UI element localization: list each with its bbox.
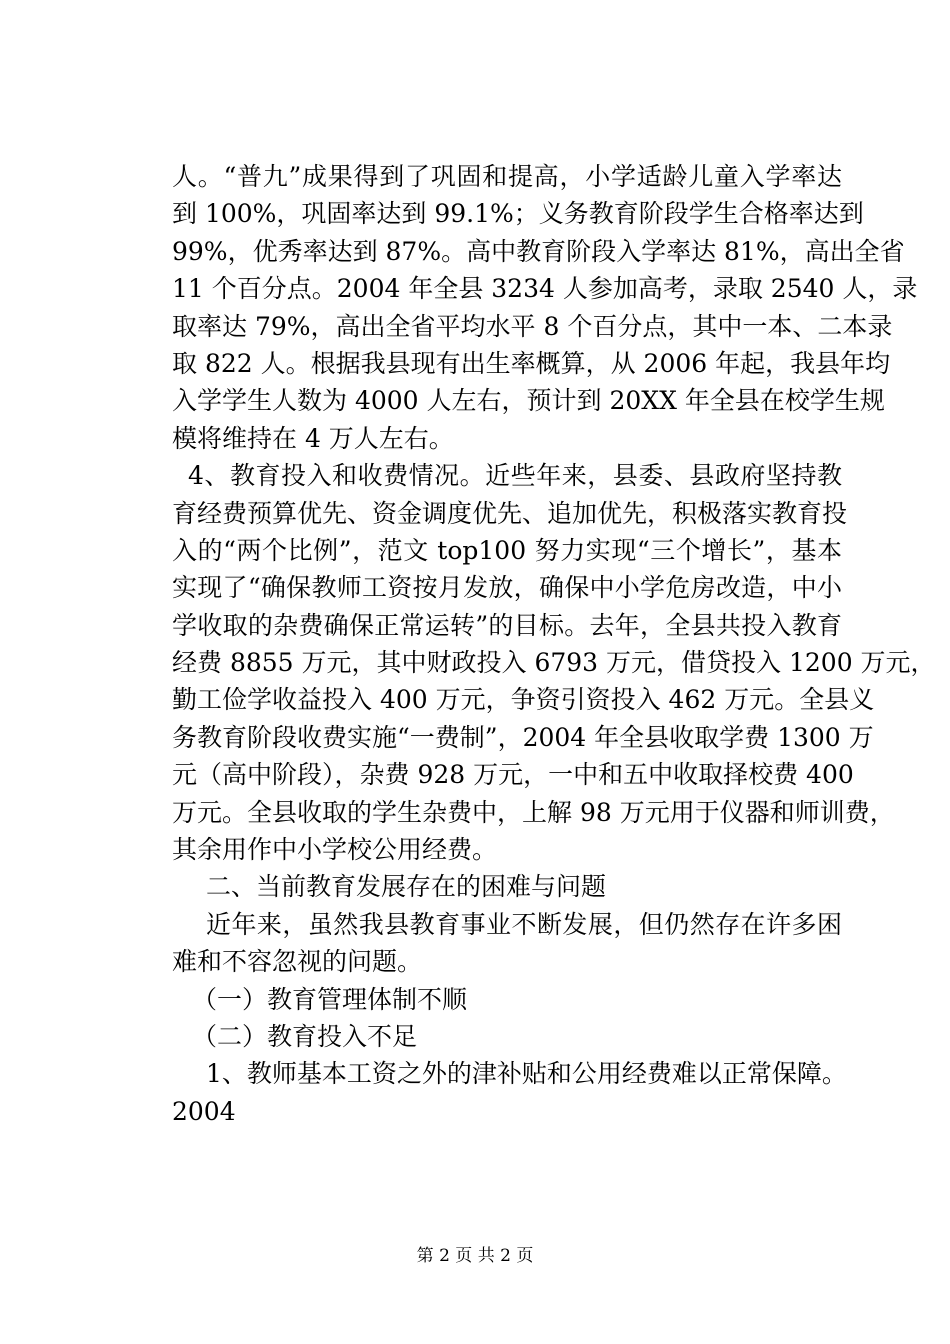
- text-line: 近年来，虽然我县教育事业不断发展，但仍然存在许多困: [206, 909, 842, 939]
- text-line: 勤工俭学收益投入 400 万元，争资引资投入 462 万元。全县义: [172, 685, 875, 715]
- text-line: 2004: [172, 1096, 236, 1126]
- text-line: 取 822 人。根据我县现有出生率概算，从 2006 年起，我县年均: [172, 348, 891, 378]
- document-body: [172, 158, 936, 1130]
- text-line: 万元。全县收取的学生杂费中，上解 98 万元用于仪器和师训费，: [172, 797, 895, 827]
- section-heading: 二、当前教育发展存在的困难与问题: [206, 872, 607, 902]
- text-line: 育经费预算优先、资金调度优先、追加优先，积极落实教育投: [172, 498, 848, 528]
- text-line: 取率达 79%，高出全省平均水平 8 个百分点，其中一本、二本录: [172, 311, 893, 341]
- text-line: 元（高中阶段），杂费 928 万元，一中和五中收取择校费 400: [172, 760, 854, 790]
- text-line: 模将维持在 4 万人左右。: [172, 423, 454, 453]
- text-line: 到 100%，巩固率达到 99.1%；义务教育阶段学生合格率达到: [172, 199, 864, 229]
- text-line: 11 个百分点。2004 年全县 3234 人参加高考，录取 2540 人，录: [172, 274, 918, 304]
- text-line: 入的“两个比例”，范文 top100 努力实现“三个增长”，基本: [172, 535, 842, 565]
- text-line: 难和不容忽视的问题。: [172, 947, 423, 977]
- text-line: 入学学生人数为 4000 人左右，预计到 20XX 年全县在校学生规: [172, 386, 885, 416]
- text-line: 其余用作中小学校公用经费。: [172, 835, 498, 865]
- page-footer: 第 2 页 共 2 页: [416, 1246, 534, 1266]
- text-line: 1、教师基本工资之外的津补贴和公用经费难以正常保障。: [206, 1059, 847, 1089]
- text-line: 99%，优秀率达到 87%。高中教育阶段入学率达 81%，高出全省: [172, 236, 905, 266]
- text-line: 务教育阶段收费实施“一费制”，2004 年全县收取学费 1300 万: [172, 722, 874, 752]
- text-line: 实现了“确保教师工资按月发放，确保中小学危房改造，中小: [172, 573, 842, 603]
- text-line: 学收取的杂费确保正常运转”的目标。去年，全县共投入教育: [172, 610, 842, 640]
- text-line: 人。“普九”成果得到了巩固和提高，小学适龄儿童入学率达: [172, 162, 842, 191]
- text-line: [172, 457, 842, 494]
- subsection-heading: （一）教育管理体制不顺: [192, 984, 468, 1014]
- text-line-content: 4、教育投入和收费情况。近些年来，县委、县政府坚持教: [188, 461, 842, 491]
- text-line: 经费 8855 万元，其中财政投入 6793 万元，借贷投入 1200 万元，: [172, 648, 936, 678]
- subsection-heading: （二）教育投入不足: [192, 1021, 418, 1051]
